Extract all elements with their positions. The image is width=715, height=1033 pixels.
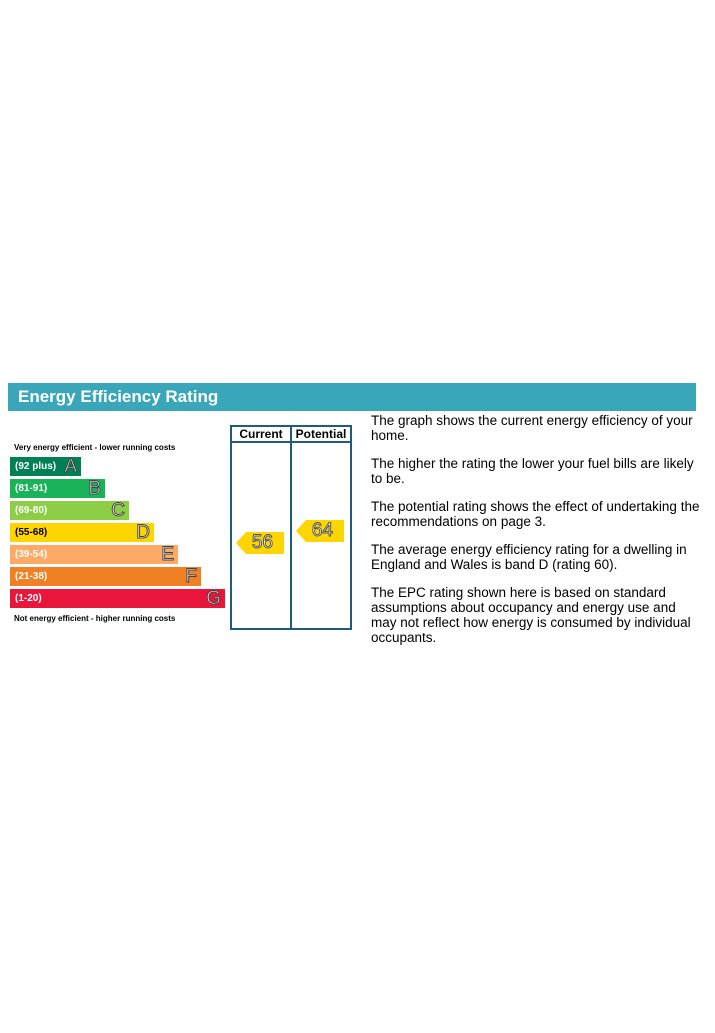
band-range-label: (81-91) (15, 483, 48, 494)
bottom-caption: Not energy efficient - higher running costs (14, 614, 176, 623)
band-range-label: (69-80) (15, 505, 48, 516)
band-letter: E (161, 544, 174, 565)
rating-band-d (10, 523, 154, 542)
band-range-label: (1-20) (15, 593, 42, 604)
rating-band-c (10, 501, 129, 520)
potential-column-header: Potential (295, 427, 347, 441)
band-letter: B (88, 478, 101, 499)
potential-rating-value: 64 (311, 520, 334, 541)
top-caption: Very energy efficient - lower running costs (14, 443, 176, 452)
rating-band-f (10, 567, 201, 586)
potential-rating-arrow (296, 520, 344, 542)
current-column-header: Current (239, 427, 283, 441)
rating-band-g (10, 589, 225, 608)
current-rating-value: 56 (251, 532, 274, 553)
band-letter: C (111, 500, 125, 521)
current-column (230, 425, 292, 630)
rating-band-b (10, 479, 105, 498)
band-letter: D (136, 522, 150, 543)
band-range-label: (21-38) (15, 571, 48, 582)
band-range-label: (55-68) (15, 527, 48, 538)
energy-rating-chart (8, 420, 354, 632)
rating-band-a (10, 457, 81, 476)
description-paragraph: The EPC rating shown here is based on standard assumptions about occupancy and energy use and may not reflect how energy is consumed by individual occupants. (371, 585, 691, 645)
band-range-label: (92 plus) (15, 461, 57, 472)
current-rating-arrow (236, 532, 284, 554)
description-paragraph: The potential rating shows the effect of undertaking the recommendations on page 3. (371, 499, 700, 529)
rating-band-e (10, 545, 178, 564)
band-letter: G (206, 588, 221, 609)
section-header (8, 383, 696, 411)
column-header-divider (230, 441, 352, 443)
band-range-label: (39-54) (15, 549, 48, 560)
band-letter: A (64, 456, 77, 477)
description-paragraph: The higher the rating the lower your fuel bills are likely to be. (371, 456, 694, 486)
section-title: Energy Efficiency Rating (18, 387, 219, 406)
description (371, 413, 701, 658)
description-paragraph: The graph shows the current energy efficiency of your home. (371, 413, 693, 443)
band-letter: F (185, 566, 197, 587)
description-paragraph: The average energy efficiency rating for a dwelling in England and Wales is band D (rating 60). (371, 542, 687, 572)
